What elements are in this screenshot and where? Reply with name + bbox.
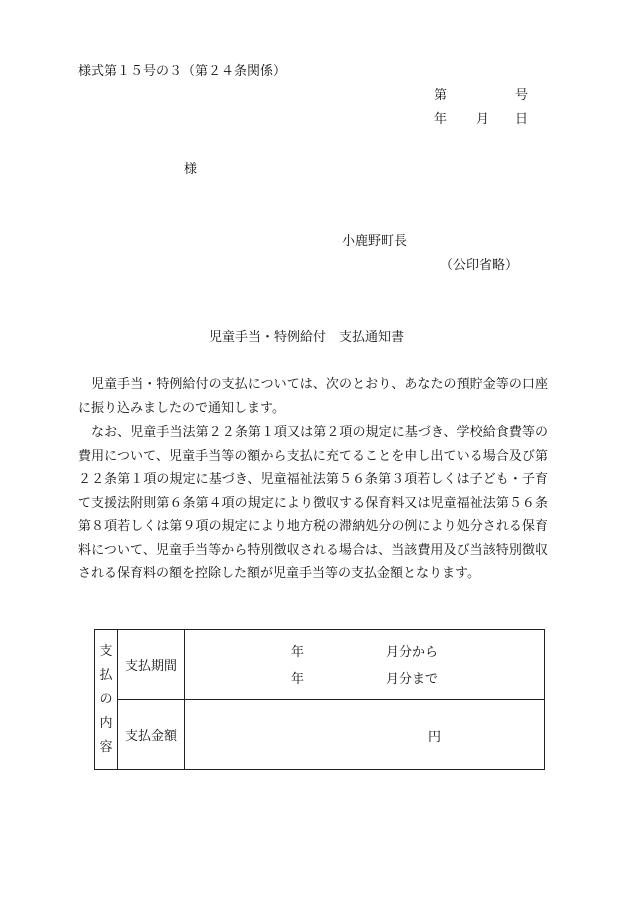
date-day: 日: [515, 112, 529, 127]
payment-period-cell: [185, 630, 545, 700]
form-number: 様式第１５号の３（第２４条関係）: [78, 64, 287, 79]
date-year: 年: [434, 112, 448, 127]
payment-content-char: の: [99, 691, 113, 707]
period-from-month: 月分から: [386, 645, 439, 660]
document-title: 児童手当・特例給付 支払通知書: [209, 330, 405, 345]
addressee-honorific: 様: [184, 162, 198, 177]
payment-content-char: 払: [99, 667, 113, 683]
payment-content-header: [95, 630, 118, 770]
date-month: 月: [476, 112, 490, 127]
payment-amount-label: 支払金額: [118, 700, 185, 770]
payment-content-table: [94, 629, 545, 770]
body-paragraph-1: 児童手当・特例給付の支払については、次のとおり、あなたの預貯金等の口座に振り込みましたので通知します。: [78, 377, 548, 416]
period-from-year: 年: [291, 645, 305, 660]
body-paragraph-2: なお、児童手当法第２２条第１項又は第２項の規定に基づき、学校給食費等の費用について、児童手当等の額から支払に充てることを申し出ている場合及び第２２条第１項の規定に基づき、児童福祉法第５６条第３項若しくは子ども・子育て支援法附則第６条第４項の規定により徴収する保育料又は児童福祉法第５６条第８項若しくは第９項の規定により地方税の滞納処分の例により処分される保育料について、児童手当等から特別徴収される場合は、当該費用及び当該特別徴収される保育料の額を控除した額が児童手当等の支払金額となります。: [78, 425, 548, 581]
payment-content-char: 内: [99, 715, 113, 731]
document-number-label: 第: [434, 88, 448, 103]
period-to-year: 年: [291, 672, 305, 687]
payment-content-char: 容: [99, 739, 113, 755]
payment-amount-unit: 円: [428, 730, 442, 745]
payment-period-label: 支払期間: [118, 630, 185, 700]
payment-content-char: 支: [99, 643, 113, 659]
payment-amount-cell: [185, 700, 545, 770]
document-number-suffix: 号: [515, 88, 529, 103]
seal-omitted-note: （公印省略）: [440, 258, 519, 273]
period-to-month: 月分まで: [386, 672, 439, 687]
sender-name: 小鹿野町長: [342, 234, 408, 249]
